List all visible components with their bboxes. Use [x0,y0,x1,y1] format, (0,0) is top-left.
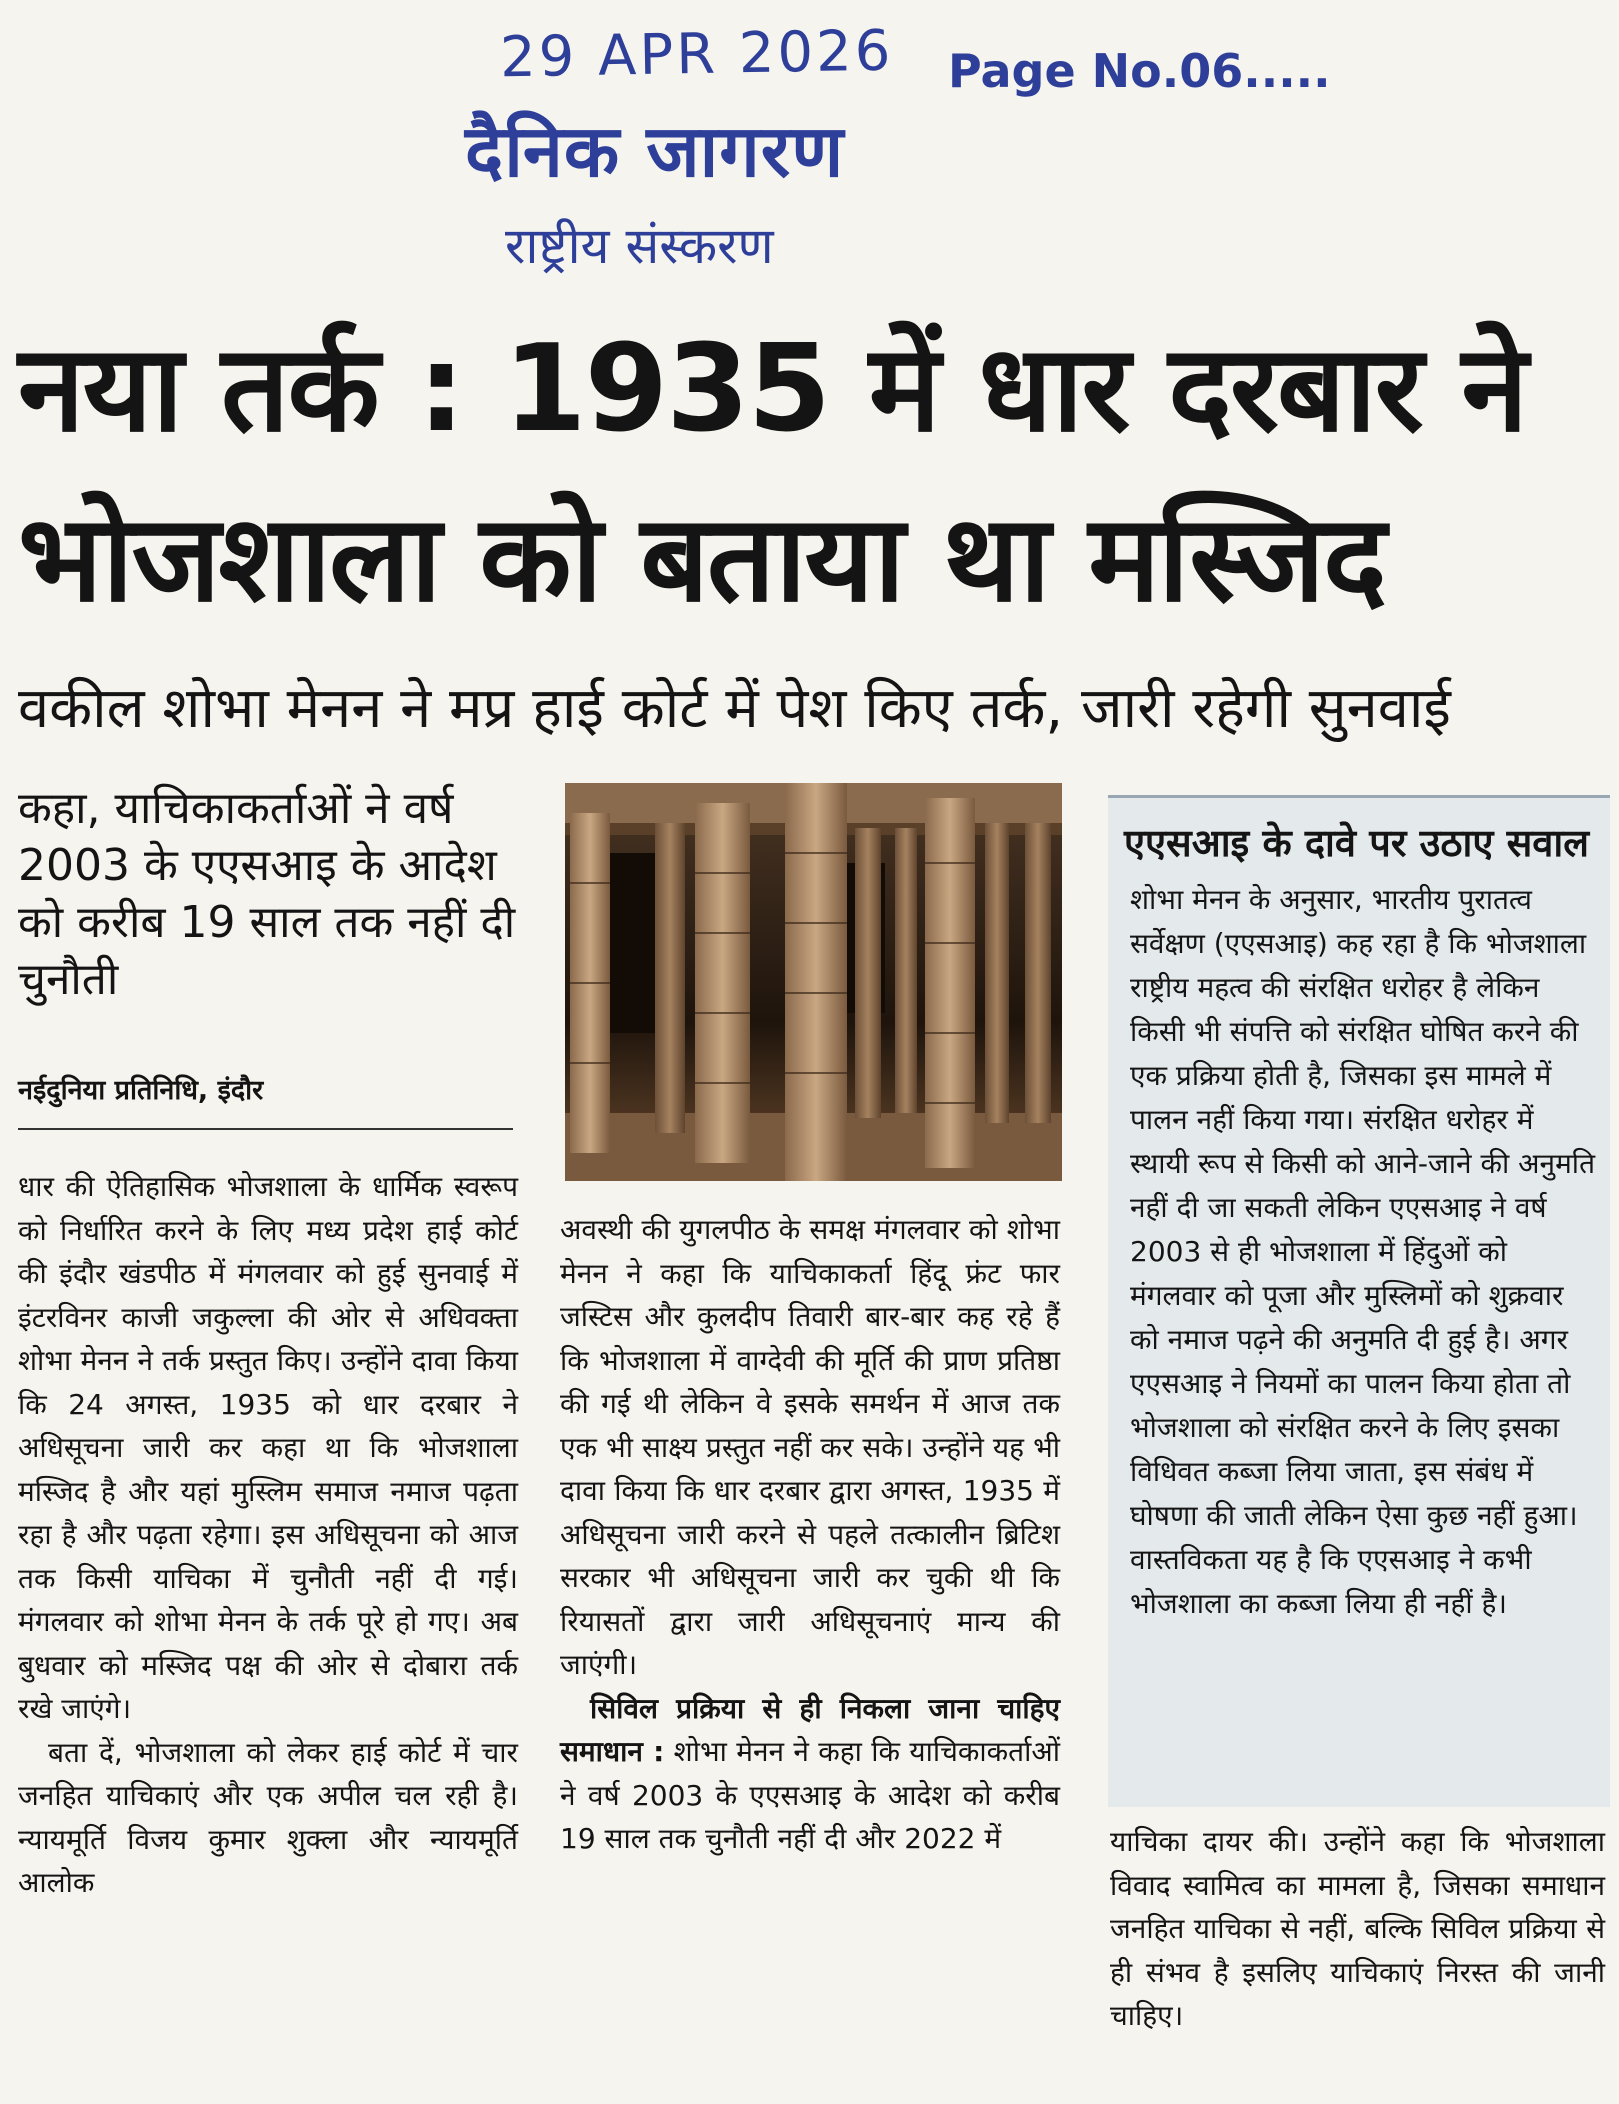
sidebar-box-title: एएसआइ के दावे पर उठाए सवाल [1124,821,1589,865]
article-column-1 [18,1165,518,1905]
subheadline: वकील शोभा मेनन ने मप्र हाई कोर्ट में पेश किए तर्क, जारी रहेगी सुनवाई [18,676,1451,741]
pillars-illustration [565,783,1062,1181]
sidebar-box-text: शोभा मेनन के अनुसार, भारतीय पुरातत्व सर्वेक्षण (एएसआइ) कह रहा है कि भोजशाला राष्ट्रीय महत्व की संरक्षित धरोहर है लेकिन किसी भी संपत्ति को संरक्षित घोषित करने की एक प्रक्रिया होती है, जिसका इस मामले में पालन नहीं किया गया। संरक्षित धरोहर में स्थायी रूप से किसी को आने-जाने की अनुमति नहीं दी जा सकती लेकिन एएसआइ ने वर्ष 2003 से ही भोजशाला में हिंदुओं को मंगलवार को पूजा और मुस्लिमों को शुक्रवार को नमाज पढ़ने की अनुमति दी हुई है। अगर एएसआइ ने नियमों का पालन किया होता तो भोजशाला को संरक्षित करने के लिए इसका विधिवत कब्जा लिया जाता, इस संबंध में घोषणा की जाती लेकिन ऐसा कुछ नहीं हुआ। वास्तविकता यह है कि एएसआइ ने कभी भोजशाला का कब्जा लिया ही नहीं है। [1130,883,1596,1620]
column-1-paragraph-1: धार की ऐतिहासिक भोजशाला के धार्मिक स्वरूप को निर्धारित करने के लिए मध्य प्रदेश हाई कोर्ट की इंदौर खंडपीठ में मंगलवार को हुई सुनवाई में इंटरविनर काजी जकुल्ला की ओर से अधिवक्ता शोभा मेनन ने तर्क प्रस्तुत किए। उन्होंने दावा किया कि 24 अगस्त, 1935 को धार दरबार ने अधिसूचना जारी कर कहा था कि भोजशाला मस्जिद है और यहां मुस्लिम समाज नमाज पढ़ता रहा है और पढ़ता रहेगा। इस अधिसूचना को आज तक किसी याचिका में चुनौती नहीं दी गई। मंगलवार को शोभा मेनन के तर्क पूरे हो गए। अब बुधवार को मस्जिद पक्ष की ओर से दोबारा तर्क रखे जाएंगे। [18,1170,518,1725]
column-1-paragraph-2: बता दें, भोजशाला को लेकर हाई कोर्ट में चार जनहित याचिकाएं और एक अपील चल रही है। न्यायमूर्ति विजय कुमार शुक्ला और न्यायमूर्ति आलोक [18,1735,518,1899]
headline-line-1: नया तर्क : 1935 में धार दरबार ने [18,320,1527,459]
byline: नईदुनिया प्रतिनिधि, इंदौर [18,1075,264,1106]
stamp-date: 29 APR 2026 [499,18,894,91]
column-2-paragraph-2 [560,1687,1060,1861]
column-2-subheading: सिविल प्रक्रिया से ही निकला जाना चाहिए समाधान : [560,1691,1060,1768]
column-2-paragraph-2-text: शोभा मेनन ने कहा कि याचिकाकर्ताओं ने वर्ष 2003 के एएसआइ के आदेश को करीब 19 साल तक चुनौती नहीं दी और 2022 में [560,1735,1060,1855]
deck-summary: कहा, याचिकाकर्ताओं ने वर्ष 2003 के एएसआइ के आदेश को करीब 19 साल तक नहीं दी चुनौती [18,783,516,1005]
article-column-3 [1110,1820,1605,2038]
stamp-newspaper-name: दैनिक जागरण [465,109,845,193]
divider-rule [18,1128,513,1130]
stamp-page-number: Page No.06..... [948,44,1331,98]
column-3-paragraph: याचिका दायर की। उन्होंने कहा कि भोजशाला विवाद स्वामित्व का मामला है, जिसका समाधान जनहित याचिका से नहीं, बल्कि सिविल प्रक्रिया से ही संभव है इसलिए याचिकाएं निरस्त की जानी चाहिए। [1110,1825,1605,2032]
bhojshala-pillars-photo [565,783,1062,1181]
column-2-paragraph-1: अवस्थी की युगलपीठ के समक्ष मंगलवार को शोभा मेनन ने कहा कि याचिकाकर्ता हिंदू फ्रंट फार जस्टिस और कुलदीप तिवारी बार-बार कह रहे हैं कि भोजशाला में वाग्देवी की मूर्ति की प्राण प्रतिष्ठा की गई थी लेकिन वे इसके समर्थन में आज तक एक भी साक्ष्य प्रस्तुत नहीं कर सके। उन्होंने यह भी दावा किया कि धार दरबार द्वारा अगस्त, 1935 में अधिसूचना जारी करने से पहले तत्कालीन ब्रिटिश सरकार भी अधिसूचना जारी कर चुकी थी कि रियासतों द्वारा जारी अधिसूचनाएं मान्य की जाएंगी। [560,1213,1060,1681]
stamp-edition: राष्ट्रीय संस्करण [505,217,774,275]
headline-line-2: भोजशाला को बताया था मस्जिद [18,490,1385,629]
sidebar-box-asi-claims [1108,795,1610,1807]
article-column-2 [560,1208,1060,1861]
